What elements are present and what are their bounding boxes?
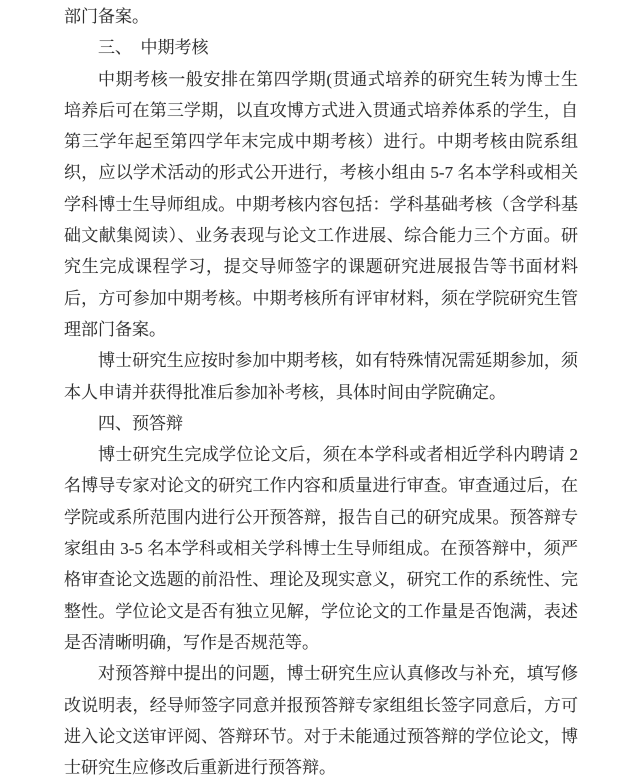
paragraph-continuation-filing: 部门备案。 [64, 7, 149, 26]
paragraph-midterm-assessment-procedure: 中期考核一般安排在第四学期(贯通式培养的研究生转为博士生培养后可在第三学期，以直攻博方式进入贯通式培养体系的学生，自第三学年起至第四学年末完成中期考核）进行。中期考核由院系组织，应以学术活动的形式公开进行，考核小组由 5-7 名本学科或相关学科博士生导师组成。中期考核内容包括：学科基础考核（含学科基础文献集阅读）、业务表现与论文工作进展、综合能力三个方面。研究生完成课程学习，提交导师签字的课题研究进展报告等书面材料后，方可参加中期考核。中期考核所有评审材料，须在学院研究生管理部门备案。 [64, 69, 578, 339]
section-heading-midterm-assessment: 三、 中期考核 [98, 38, 209, 58]
paragraph-midterm-assessment-deferral: 博士研究生应按时参加中期考核，如有特殊情况需延期参加，须本人申请并获得批准后参加补考核，具体时间由学院确定。 [64, 351, 578, 402]
paragraph-pre-defense-revision: 对预答辩中提出的问题，博士研究生应认真修改与补充，填写修改说明表，经导师签字同意并报预答辩专家组组长签字同意后，方可进入论文送审评阅、答辩环节。对于未能通过预答辩的学位论文，博士研究生应修改后重新进行预答辩。 [64, 664, 578, 778]
paragraph-pre-defense-procedure: 博士研究生完成学位论文后，须在本学科或者相近学科内聘请 2 名博导专家对论文的研究工作内容和质量进行审查。审查通过后，在学院或系所范围内进行公开预答辩，报告自己的研究成果。预答辩专家组由 3-5 名本学科或相关学科博士生导师组成。在预答辩中，须严格审查论文选题的前沿性、理论及现实意义，研究工作的系统性、完整性。学位论文是否有独立见解，学位论文的工作量是否饱满，表述是否清晰明确，写作是否规范等。 [64, 445, 578, 652]
section-heading-pre-defense: 四、预答辩 [98, 413, 183, 433]
